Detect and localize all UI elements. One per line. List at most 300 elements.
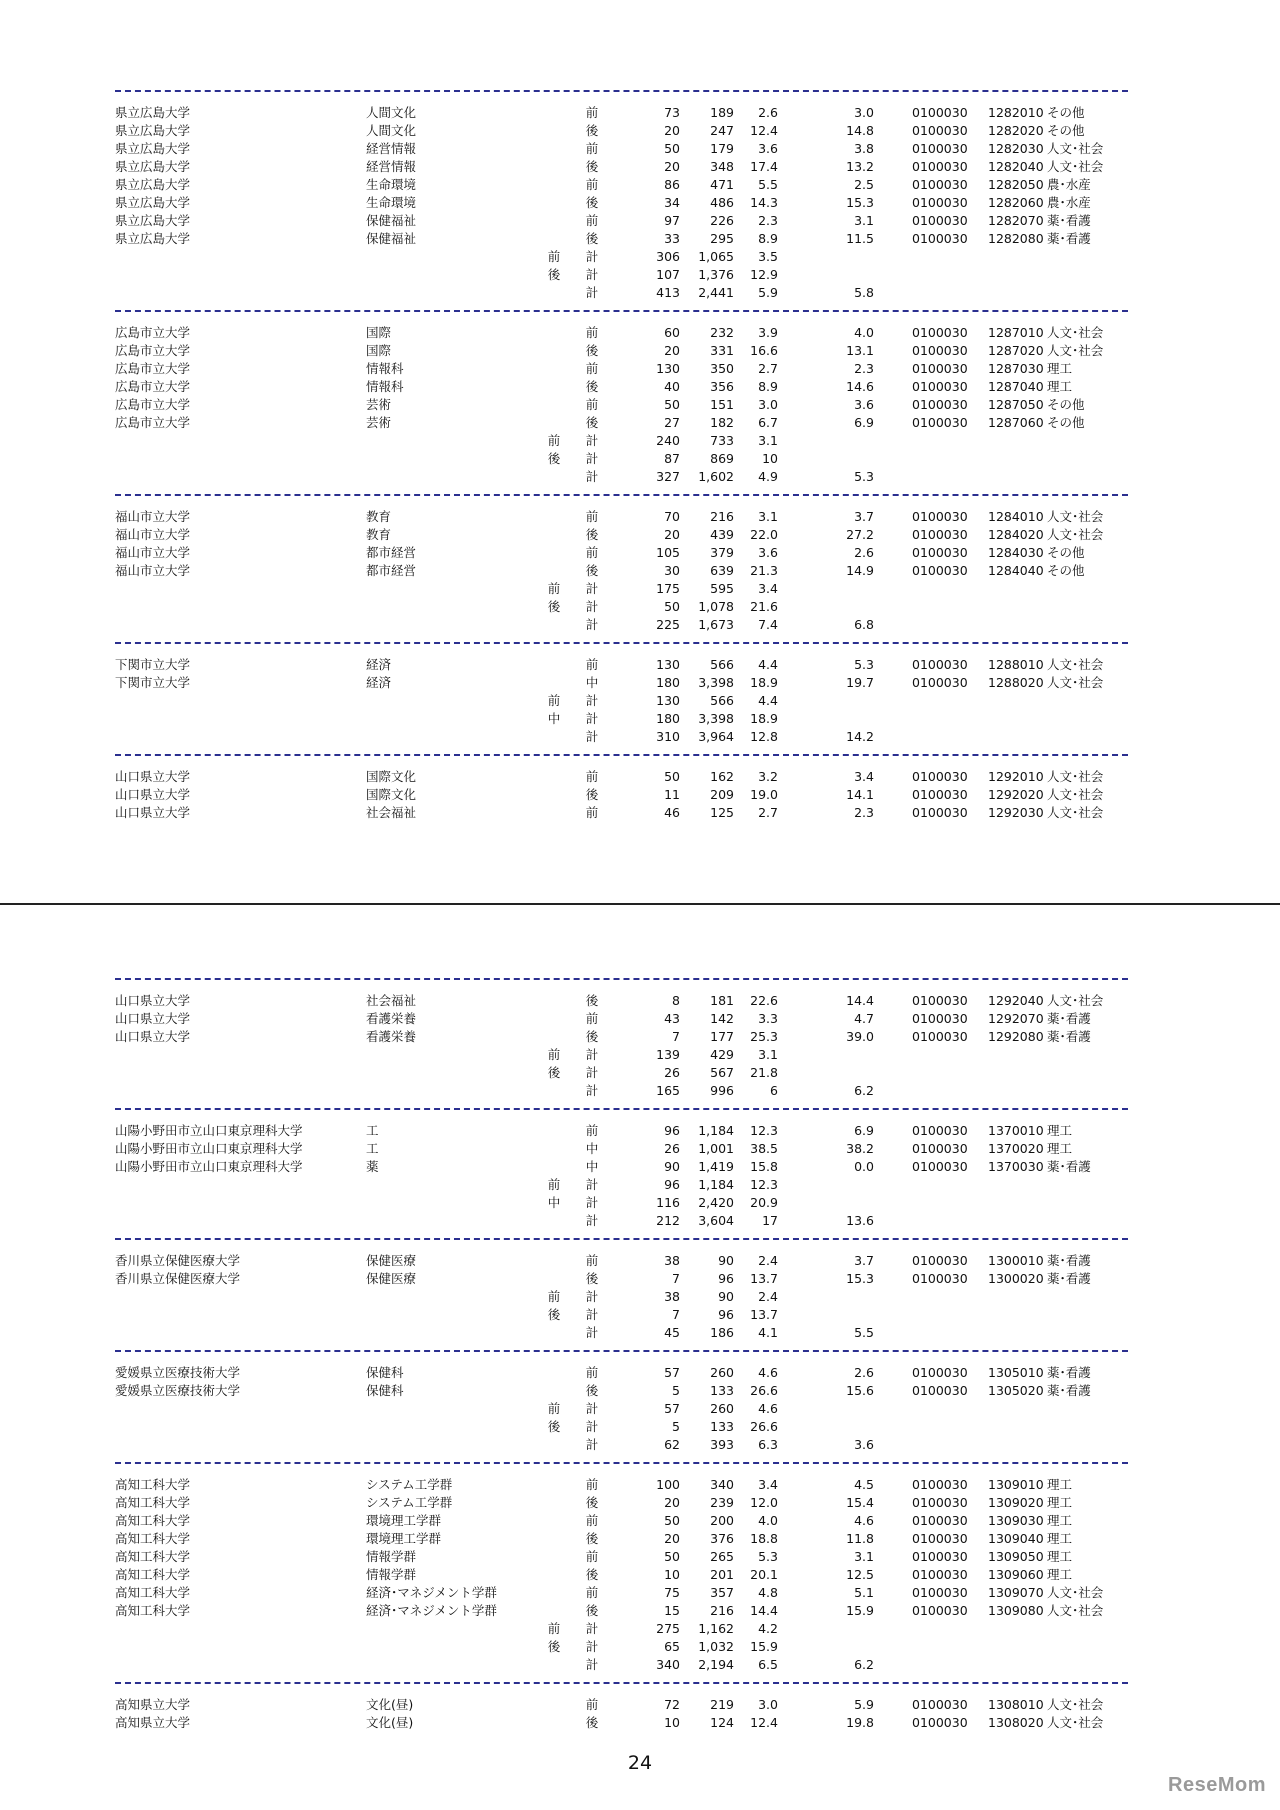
ratio-value: 3.0 — [758, 397, 778, 412]
code-2: 1308020 — [988, 1715, 1044, 1730]
table-row — [0, 158, 1280, 176]
university-name: 下関市立大学 — [115, 657, 191, 672]
capacity-value: 340 — [656, 1657, 680, 1672]
capacity-value: 86 — [664, 177, 680, 192]
ratio-value: 6 — [770, 1083, 778, 1098]
applicants-value: 3,398 — [698, 675, 734, 690]
schedule-label: 計 — [585, 249, 599, 264]
university-name: 愛媛県立医療技術大学 — [115, 1383, 241, 1398]
schedule-label: 後 — [585, 1715, 599, 1730]
schedule-label: 前 — [585, 1697, 599, 1712]
code-2: 1287060 — [988, 415, 1044, 430]
ratio-value: 6.7 — [758, 415, 778, 430]
faculty-name: 人間文化 — [366, 123, 417, 138]
field-category: 人文･社会 — [1047, 1603, 1104, 1618]
schedule-label: 前 — [585, 1365, 599, 1380]
ratio-value: 3.9 — [758, 325, 778, 340]
table-row — [0, 1064, 1280, 1082]
faculty-name: 保健科 — [366, 1383, 404, 1398]
ratio-value: 3.6 — [758, 545, 778, 560]
subtotal-label: 前 — [547, 1047, 561, 1062]
table-row — [0, 396, 1280, 414]
table-row — [0, 432, 1280, 450]
applicants-value: 1,032 — [698, 1639, 734, 1654]
faculty-name: システム工学群 — [366, 1477, 453, 1492]
ratio-value: 3.2 — [758, 769, 778, 784]
university-group — [0, 312, 1280, 494]
code-2: 1282020 — [988, 123, 1044, 138]
code-1: 0100030 — [912, 1531, 968, 1546]
code-1: 0100030 — [912, 397, 968, 412]
university-group — [0, 1240, 1280, 1350]
applicants-value: 1,001 — [698, 1141, 734, 1156]
faculty-name: 教育 — [366, 527, 392, 542]
capacity-value: 60 — [664, 325, 680, 340]
code-2: 1292080 — [988, 1029, 1044, 1044]
table-row — [0, 1252, 1280, 1270]
capacity-value: 212 — [656, 1213, 680, 1228]
capacity-value: 130 — [656, 657, 680, 672]
university-name: 山口県立大学 — [115, 787, 191, 802]
applicants-value: 376 — [710, 1531, 734, 1546]
schedule-label: 中 — [585, 1159, 599, 1174]
schedule-label: 計 — [585, 451, 599, 466]
ratio-value: 3.5 — [758, 249, 778, 264]
faculty-name: 工 — [366, 1141, 379, 1156]
prev-ratio-value: 3.7 — [854, 1253, 874, 1268]
field-category: 薬･看護 — [1047, 1271, 1091, 1286]
schedule-label: 計 — [585, 1307, 599, 1322]
code-1: 0100030 — [912, 1477, 968, 1492]
capacity-value: 180 — [656, 675, 680, 690]
code-2: 1309050 — [988, 1549, 1044, 1564]
prev-ratio-value: 3.8 — [854, 141, 874, 156]
prev-ratio-value: 3.6 — [854, 397, 874, 412]
ratio-value: 13.7 — [750, 1271, 778, 1286]
schedule-label: 後 — [585, 231, 599, 246]
ratio-value: 18.9 — [750, 675, 778, 690]
capacity-value: 38 — [664, 1253, 680, 1268]
schedule-label: 前 — [585, 325, 599, 340]
applicants-value: 3,964 — [698, 729, 734, 744]
capacity-value: 20 — [664, 123, 680, 138]
schedule-label: 計 — [585, 1047, 599, 1062]
code-1: 0100030 — [912, 1513, 968, 1528]
table-row — [0, 1122, 1280, 1140]
table-row — [0, 544, 1280, 562]
applicants-value: 133 — [710, 1419, 734, 1434]
ratio-value: 38.5 — [750, 1141, 778, 1156]
prev-ratio-value: 2.3 — [854, 361, 874, 376]
capacity-value: 40 — [664, 379, 680, 394]
applicants-value: 350 — [710, 361, 734, 376]
faculty-name: 芸術 — [366, 415, 392, 430]
schedule-label: 前 — [585, 657, 599, 672]
ratio-value: 19.0 — [750, 787, 778, 802]
schedule-label: 後 — [585, 787, 599, 802]
table-row — [0, 1602, 1280, 1620]
page-break-line — [0, 903, 1280, 905]
field-category: その他 — [1047, 563, 1085, 578]
table-row — [0, 1158, 1280, 1176]
code-2: 1287040 — [988, 379, 1044, 394]
university-name: 県立広島大学 — [115, 105, 191, 120]
code-1: 0100030 — [912, 563, 968, 578]
field-category: 理工 — [1047, 379, 1073, 394]
schedule-label: 前 — [585, 105, 599, 120]
table-row — [0, 248, 1280, 266]
ratio-value: 4.4 — [758, 657, 778, 672]
code-1: 0100030 — [912, 325, 968, 340]
prev-ratio-value: 15.9 — [846, 1603, 874, 1618]
table-row — [0, 1194, 1280, 1212]
faculty-name: 国際 — [366, 325, 392, 340]
code-1: 0100030 — [912, 1029, 968, 1044]
page-lower — [0, 978, 1280, 1740]
code-1: 0100030 — [912, 159, 968, 174]
field-category: 薬･看護 — [1047, 1159, 1091, 1174]
schedule-label: 計 — [585, 1639, 599, 1654]
schedule-label: 後 — [585, 1567, 599, 1582]
applicants-value: 567 — [710, 1065, 734, 1080]
code-1: 0100030 — [912, 379, 968, 394]
faculty-name: 経済 — [366, 675, 392, 690]
applicants-value: 247 — [710, 123, 734, 138]
table-row — [0, 508, 1280, 526]
subtotal-label: 前 — [547, 693, 561, 708]
schedule-label: 後 — [585, 415, 599, 430]
code-2: 1282010 — [988, 105, 1044, 120]
ratio-value: 3.0 — [758, 1697, 778, 1712]
faculty-name: 工 — [366, 1123, 379, 1138]
prev-ratio-value: 6.9 — [854, 1123, 874, 1138]
code-1: 0100030 — [912, 1159, 968, 1174]
prev-ratio-value: 15.3 — [846, 195, 874, 210]
subtotal-label: 前 — [547, 1621, 561, 1636]
schedule-label: 計 — [585, 1325, 599, 1340]
table-row — [0, 104, 1280, 122]
code-1: 0100030 — [912, 787, 968, 802]
applicants-value: 3,604 — [698, 1213, 734, 1228]
ratio-value: 12.3 — [750, 1123, 778, 1138]
ratio-value: 2.3 — [758, 213, 778, 228]
schedule-label: 前 — [585, 177, 599, 192]
table-row — [0, 1696, 1280, 1714]
applicants-value: 471 — [710, 177, 734, 192]
prev-ratio-value: 3.0 — [854, 105, 874, 120]
code-1: 0100030 — [912, 1011, 968, 1026]
ratio-value: 8.9 — [758, 231, 778, 246]
capacity-value: 50 — [664, 1549, 680, 1564]
subtotal-label: 後 — [547, 1307, 561, 1322]
code-1: 0100030 — [912, 675, 968, 690]
code-2: 1288010 — [988, 657, 1044, 672]
ratio-value: 4.0 — [758, 1513, 778, 1528]
university-name: 福山市立大学 — [115, 509, 191, 524]
code-2: 1309030 — [988, 1513, 1044, 1528]
table-row — [0, 1620, 1280, 1638]
applicants-value: 1,376 — [698, 267, 734, 282]
faculty-name: 芸術 — [366, 397, 392, 412]
capacity-value: 240 — [656, 433, 680, 448]
faculty-name: 経済 — [366, 657, 392, 672]
code-1: 0100030 — [912, 361, 968, 376]
university-name: 山口県立大学 — [115, 805, 191, 820]
field-category: 薬･看護 — [1047, 1253, 1091, 1268]
capacity-value: 50 — [664, 599, 680, 614]
faculty-name: 環境理工学群 — [366, 1531, 442, 1546]
schedule-label: 後 — [585, 1029, 599, 1044]
capacity-value: 96 — [664, 1123, 680, 1138]
university-group — [0, 1464, 1280, 1682]
schedule-label: 後 — [585, 527, 599, 542]
prev-ratio-value: 14.8 — [846, 123, 874, 138]
applicants-value: 209 — [710, 787, 734, 802]
capacity-value: 20 — [664, 1531, 680, 1546]
schedule-label: 前 — [585, 545, 599, 560]
ratio-value: 15.9 — [750, 1639, 778, 1654]
code-1: 0100030 — [912, 1549, 968, 1564]
schedule-label: 計 — [585, 617, 599, 632]
university-name: 高知工科大学 — [115, 1549, 191, 1564]
schedule-label: 計 — [585, 469, 599, 484]
table-row — [0, 674, 1280, 692]
table-row — [0, 580, 1280, 598]
applicants-value: 265 — [710, 1549, 734, 1564]
ratio-value: 3.4 — [758, 1477, 778, 1492]
table-row — [0, 122, 1280, 140]
table-row — [0, 992, 1280, 1010]
table-row — [0, 616, 1280, 634]
faculty-name: 人間文化 — [366, 105, 417, 120]
applicants-value: 2,441 — [698, 285, 734, 300]
ratio-value: 17.4 — [750, 159, 778, 174]
capacity-value: 43 — [664, 1011, 680, 1026]
applicants-value: 733 — [710, 433, 734, 448]
subtotal-label: 中 — [547, 1195, 561, 1210]
prev-ratio-value: 5.3 — [854, 469, 874, 484]
prev-ratio-value: 3.4 — [854, 769, 874, 784]
applicants-value: 124 — [710, 1715, 734, 1730]
ratio-value: 2.6 — [758, 105, 778, 120]
table-row — [0, 562, 1280, 580]
field-category: その他 — [1047, 545, 1085, 560]
prev-ratio-value: 14.2 — [846, 729, 874, 744]
faculty-name: 経済･マネジメント学群 — [366, 1603, 497, 1618]
capacity-value: 38 — [664, 1289, 680, 1304]
university-name: 香川県立保健医療大学 — [115, 1253, 241, 1268]
capacity-value: 97 — [664, 213, 680, 228]
faculty-name: 社会福祉 — [366, 805, 417, 820]
applicants-value: 486 — [710, 195, 734, 210]
applicants-value: 869 — [710, 451, 734, 466]
table-row — [0, 1530, 1280, 1548]
table-row — [0, 212, 1280, 230]
faculty-name: 国際 — [366, 343, 392, 358]
field-category: 人文･社会 — [1047, 805, 1104, 820]
ratio-value: 5.3 — [758, 1549, 778, 1564]
applicants-value: 348 — [710, 159, 734, 174]
schedule-label: 計 — [585, 599, 599, 614]
capacity-value: 10 — [664, 1715, 680, 1730]
field-category: 理工 — [1047, 1141, 1073, 1156]
table-row — [0, 194, 1280, 212]
capacity-value: 26 — [664, 1065, 680, 1080]
university-name: 山陽小野田市立山口東京理科大学 — [115, 1141, 303, 1156]
prev-ratio-value: 3.7 — [854, 509, 874, 524]
subtotal-label: 前 — [547, 581, 561, 596]
field-category: 薬･看護 — [1047, 1029, 1091, 1044]
field-category: 人文･社会 — [1047, 141, 1104, 156]
capacity-value: 87 — [664, 451, 680, 466]
ratio-value: 3.1 — [758, 509, 778, 524]
table-row — [0, 1512, 1280, 1530]
schedule-label: 計 — [585, 1437, 599, 1452]
code-2: 1292040 — [988, 993, 1044, 1008]
table-row — [0, 324, 1280, 342]
code-2: 1292030 — [988, 805, 1044, 820]
table-row — [0, 1494, 1280, 1512]
ratio-value: 12.0 — [750, 1495, 778, 1510]
code-1: 0100030 — [912, 769, 968, 784]
prev-ratio-value: 13.6 — [846, 1213, 874, 1228]
capacity-value: 413 — [656, 285, 680, 300]
ratio-value: 12.4 — [750, 1715, 778, 1730]
code-2: 1284040 — [988, 563, 1044, 578]
code-2: 1282040 — [988, 159, 1044, 174]
applicants-value: 340 — [710, 1477, 734, 1492]
applicants-value: 200 — [710, 1513, 734, 1528]
field-category: 人文･社会 — [1047, 159, 1104, 174]
university-name: 高知県立大学 — [115, 1697, 191, 1712]
capacity-value: 20 — [664, 1495, 680, 1510]
table-row — [0, 360, 1280, 378]
capacity-value: 15 — [664, 1603, 680, 1618]
faculty-name: 環境理工学群 — [366, 1513, 442, 1528]
prev-ratio-value: 38.2 — [846, 1141, 874, 1156]
faculty-name: 都市経営 — [366, 545, 417, 560]
applicants-value: 181 — [710, 993, 734, 1008]
capacity-value: 20 — [664, 343, 680, 358]
code-1: 0100030 — [912, 105, 968, 120]
table-row — [0, 230, 1280, 248]
schedule-label: 前 — [585, 1123, 599, 1138]
code-2: 1282060 — [988, 195, 1044, 210]
schedule-label: 前 — [585, 361, 599, 376]
code-1: 0100030 — [912, 509, 968, 524]
capacity-value: 20 — [664, 527, 680, 542]
schedule-label: 後 — [585, 195, 599, 210]
prev-ratio-value: 3.1 — [854, 213, 874, 228]
ratio-value: 2.7 — [758, 805, 778, 820]
schedule-label: 後 — [585, 379, 599, 394]
schedule-label: 前 — [585, 1477, 599, 1492]
table-row — [0, 710, 1280, 728]
code-2: 1282050 — [988, 177, 1044, 192]
university-name: 県立広島大学 — [115, 159, 191, 174]
applicants-value: 189 — [710, 105, 734, 120]
university-name: 県立広島大学 — [115, 141, 191, 156]
faculty-name: 教育 — [366, 509, 392, 524]
applicants-value: 1,602 — [698, 469, 734, 484]
applicants-value: 1,673 — [698, 617, 734, 632]
applicants-value: 226 — [710, 213, 734, 228]
code-2: 1309020 — [988, 1495, 1044, 1510]
ratio-value: 3.1 — [758, 1047, 778, 1062]
prev-ratio-value: 19.8 — [846, 1715, 874, 1730]
capacity-value: 5 — [672, 1419, 680, 1434]
field-category: 薬･看護 — [1047, 1365, 1091, 1380]
table-row — [0, 1548, 1280, 1566]
field-category: 薬･看護 — [1047, 1011, 1091, 1026]
code-1: 0100030 — [912, 213, 968, 228]
university-name: 福山市立大学 — [115, 563, 191, 578]
applicants-value: 639 — [710, 563, 734, 578]
prev-ratio-value: 6.9 — [854, 415, 874, 430]
capacity-value: 10 — [664, 1567, 680, 1582]
code-1: 0100030 — [912, 993, 968, 1008]
university-name: 高知工科大学 — [115, 1585, 191, 1600]
code-2: 1292020 — [988, 787, 1044, 802]
subtotal-label: 後 — [547, 267, 561, 282]
code-2: 1287020 — [988, 343, 1044, 358]
field-category: 人文･社会 — [1047, 1585, 1104, 1600]
field-category: 人文･社会 — [1047, 675, 1104, 690]
capacity-value: 11 — [664, 787, 680, 802]
table-row — [0, 1382, 1280, 1400]
capacity-value: 50 — [664, 1513, 680, 1528]
code-2: 1284010 — [988, 509, 1044, 524]
schedule-label: 前 — [585, 213, 599, 228]
ratio-value: 8.9 — [758, 379, 778, 394]
faculty-name: 文化(昼) — [366, 1715, 414, 1730]
ratio-value: 6.3 — [758, 1437, 778, 1452]
capacity-value: 310 — [656, 729, 680, 744]
prev-ratio-value: 13.1 — [846, 343, 874, 358]
prev-ratio-value: 15.3 — [846, 1271, 874, 1286]
schedule-label: 前 — [585, 769, 599, 784]
university-name: 山口県立大学 — [115, 769, 191, 784]
capacity-value: 57 — [664, 1365, 680, 1380]
university-group — [0, 644, 1280, 754]
applicants-value: 96 — [718, 1307, 734, 1322]
prev-ratio-value: 15.4 — [846, 1495, 874, 1510]
ratio-value: 12.8 — [750, 729, 778, 744]
prev-ratio-value: 11.5 — [846, 231, 874, 246]
subtotal-label: 後 — [547, 1419, 561, 1434]
code-1: 0100030 — [912, 1141, 968, 1156]
applicants-value: 232 — [710, 325, 734, 340]
applicants-value: 133 — [710, 1383, 734, 1398]
table-row — [0, 1638, 1280, 1656]
code-1: 0100030 — [912, 415, 968, 430]
prev-ratio-value: 2.6 — [854, 545, 874, 560]
capacity-value: 105 — [656, 545, 680, 560]
capacity-value: 306 — [656, 249, 680, 264]
field-category: 人文･社会 — [1047, 509, 1104, 524]
code-2: 1287030 — [988, 361, 1044, 376]
prev-ratio-value: 4.0 — [854, 325, 874, 340]
faculty-name: 文化(昼) — [366, 1697, 414, 1712]
schedule-label: 後 — [585, 343, 599, 358]
code-1: 0100030 — [912, 1567, 968, 1582]
capacity-value: 96 — [664, 1177, 680, 1192]
university-name: 山陽小野田市立山口東京理科大学 — [115, 1123, 303, 1138]
capacity-value: 116 — [656, 1195, 680, 1210]
table-row — [0, 768, 1280, 786]
schedule-label: 前 — [585, 141, 599, 156]
schedule-label: 計 — [585, 1177, 599, 1192]
